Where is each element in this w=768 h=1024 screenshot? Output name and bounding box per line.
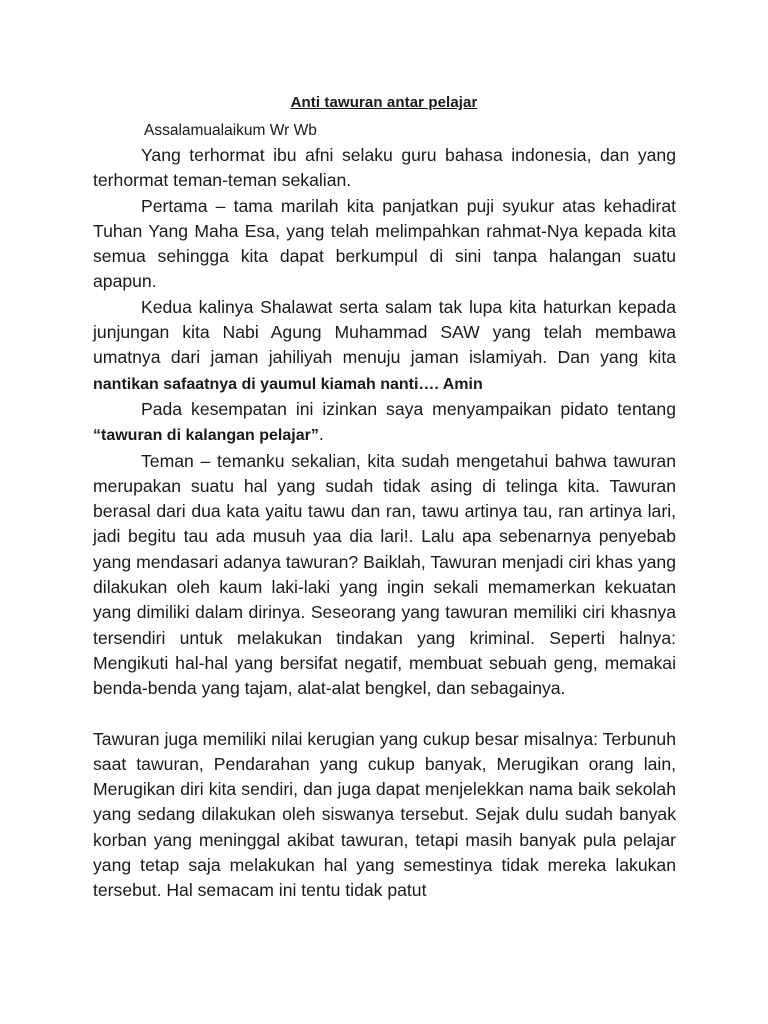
- paragraph-4: [93, 397, 676, 449]
- document-body: [93, 143, 676, 904]
- speech-topic: “tawuran di kalangan pelajar”: [93, 427, 319, 445]
- greeting-line: Assalamualaikum Wr Wb: [144, 122, 317, 139]
- paragraph-3-text: Kedua kalinya Shalawat serta salam tak lupa kita haturkan kepada junjungan kita Nabi Agung Muhammad SAW yang telah membawa umatnya dari jaman jahiliyah menuju jaman islamiyah. Dan yang kita: [93, 296, 676, 368]
- paragraph-4-text: Pada kesempatan ini izinkan saya menyampaikan pidato tentang: [141, 398, 676, 419]
- paragraph-5: Teman – temanku sekalian, kita sudah mengetahui bahwa tawuran merupakan suatu hal yang sudah tidak asing di telinga kita. Tawuran berasal dari dua kata yaitu tawu dan ran, tawu artinya tau, ran artinya lari, jadi begitu tau ada musuh yaa dia lari!. Lalu apa sebenarnya penyebab yang mendasari adanya tawuran? Baiklah, Tawuran menjadi ciri khas yang dilakukan oleh kaum laki-laki yang ingin sekali memamerkan kekuatan yang dimiliki dalam dirinya. Seseorang yang tawuran memiliki ciri khasnya tersendiri untuk melakukan tindakan yang kriminal. Seperti halnya: Mengikuti hal-hal yang bersifat negatif, membuat sebuah geng, memakai benda-benda yang tajam, alat-alat bengkel, dan sebagainya.: [93, 450, 676, 699]
- paragraph-3-emphasis: nantikan safaatnya di yaumul kiamah nanti…. Amin: [93, 375, 483, 393]
- paragraph-2: Pertama – tama marilah kita panjatkan puji syukur atas kehadirat Tuhan Yang Maha Esa, yang telah melimpahkan rahmat-Nya kepada kita semua sehingga kita dapat berkumpul di sini tanpa halangan suatu apapun.: [93, 195, 676, 292]
- paragraph-3: [93, 295, 676, 397]
- document-title: Anti tawuran antar pelajar: [290, 94, 478, 111]
- paragraph-6: Tawuran juga memiliki nilai kerugian yang cukup besar misalnya: Terbunuh saat tawuran, Pendarahan yang cukup banyak, Merugikan orang lain, Merugikan diri kita sendiri, dan juga dapat menjelekkan nama baik sekolah yang sedang dilakukan oleh siswanya tersebut. Sejak dulu sudah banyak korban yang meninggal akibat tawuran, tetapi masih banyak pula pelajar yang tetap saja melakukan hal yang semestinya tidak mereka lakukan tersebut. Hal semacam ini tentu tidak patut: [93, 728, 676, 901]
- paragraph-1: Yang terhormat ibu afni selaku guru bahasa indonesia, dan yang terhormat teman-teman sekalian.: [93, 145, 676, 191]
- paragraph-4-end: .: [318, 424, 324, 445]
